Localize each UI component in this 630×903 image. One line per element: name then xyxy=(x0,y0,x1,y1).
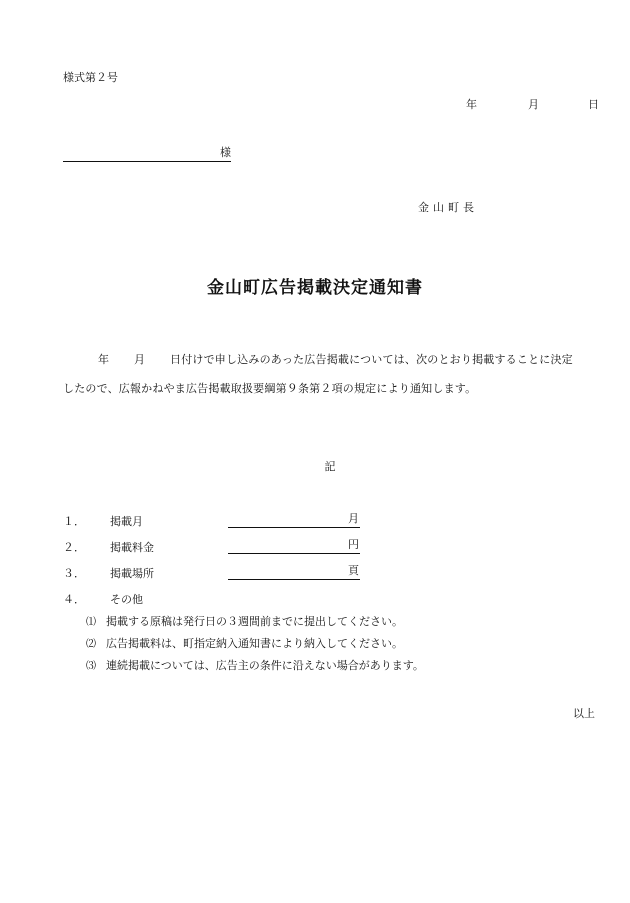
item-field-fee xyxy=(228,539,360,554)
item-label-other: その他 xyxy=(110,593,143,606)
issuer-name: 金山町長 xyxy=(418,201,478,214)
ki-heading: 記 xyxy=(324,460,336,473)
item-label-location: 掲載場所 xyxy=(110,567,154,580)
date-line xyxy=(466,96,600,110)
item-label-fee: 掲載料金 xyxy=(110,541,154,554)
item-unit-yen: 円 xyxy=(348,538,359,551)
date-year-label: 年 xyxy=(466,98,477,111)
note-number: ⑴ xyxy=(86,617,96,628)
form-number: 様式第２号 xyxy=(63,71,118,84)
item-field-location xyxy=(228,565,360,580)
note-number: ⑶ xyxy=(86,661,96,672)
body-text-line-2: したので、広報かねやま広告掲載取扱要綱第９条第２項の規定により通知します。 xyxy=(63,382,477,395)
item-number: １． xyxy=(63,515,85,528)
body-paragraph-line-1 xyxy=(63,351,603,365)
item-number: ３． xyxy=(63,567,85,580)
item-label-month: 掲載月 xyxy=(110,515,143,528)
body-text-line-1: 日付けで申し込みのあった広告掲載については、次のとおり掲載することに決定 xyxy=(170,353,573,366)
document-title: 金山町広告掲載決定通知書 xyxy=(207,278,423,298)
note-text: 掲載する原稿は発行日の３週間前までに提出してください。 xyxy=(106,615,403,628)
note-text: 広告掲載料は、町指定納入通知書により納入してください。 xyxy=(106,637,403,650)
item-number: ４． xyxy=(63,593,85,606)
note-number: ⑵ xyxy=(86,639,96,650)
addressee-honorific: 様 xyxy=(220,146,231,159)
body-year-label: 年 xyxy=(98,353,109,366)
body-month-label: 月 xyxy=(134,353,145,366)
item-unit-month: 月 xyxy=(348,512,359,525)
item-unit-page: 頁 xyxy=(348,564,359,577)
date-month-label: 月 xyxy=(528,98,539,111)
item-field-month xyxy=(228,513,360,528)
item-number: ２． xyxy=(63,541,85,554)
date-day-label: 日 xyxy=(588,98,599,111)
closing-remark: 以上 xyxy=(573,707,595,720)
addressee-blank xyxy=(63,146,231,162)
note-text: 連続掲載については、広告主の条件に沿えない場合があります。 xyxy=(106,659,424,672)
